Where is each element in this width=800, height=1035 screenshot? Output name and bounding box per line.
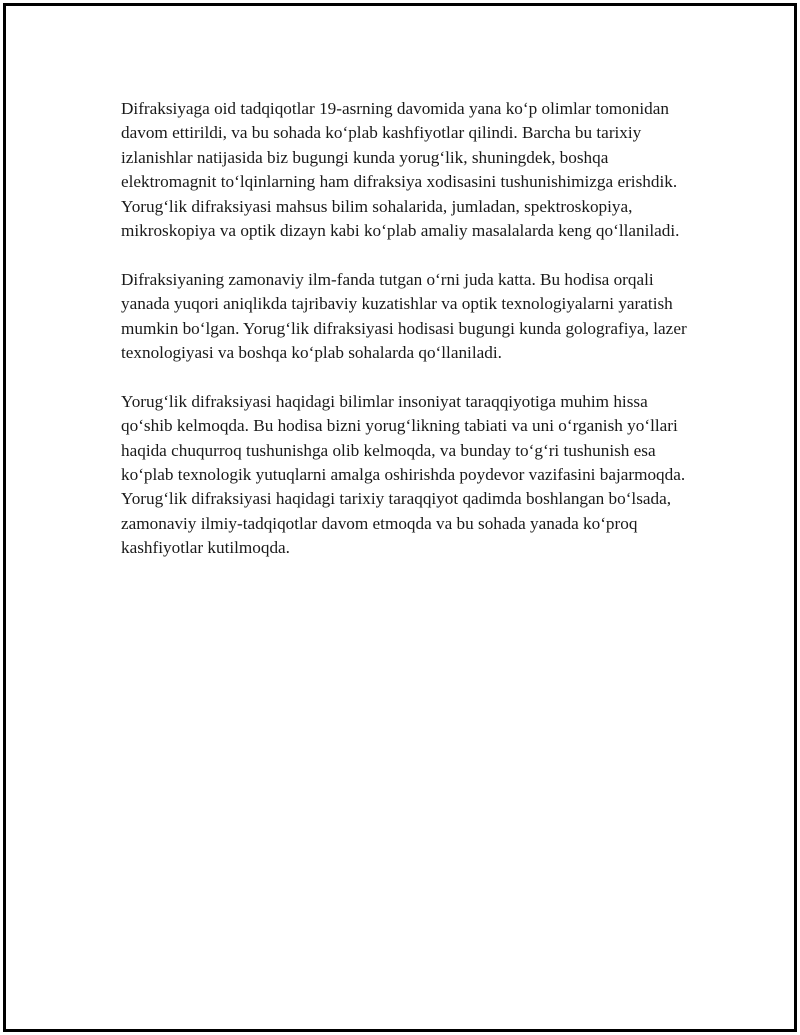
paragraph-2: Difraksiyaning zamonaviy ilm-fanda tutgan o‘rni juda katta. Bu hodisa orqali yanada yuqori aniqlikda tajribaviy kuzatishlar va optik texnologiyalarni yaratish mumkin bo‘lgan. Yorug‘lik difraksiyasi hodisasi bugungi kunda golografiya, lazer texnologiyasi va boshqa ko‘plab sohalarda qo‘llaniladi. — [121, 269, 687, 363]
paragraph-3: Yorug‘lik difraksiyasi haqidagi bilimlar insoniyat taraqqiyotiga muhim hissa qo‘shib kelmoqda. Bu hodisa bizni yorug‘likning tabiati va uni o‘rganish yo‘llari haqida chuqurroq tushunishga olib kelmoqda, va bunday to‘g‘ri tushunish esa ko‘plab texnologik yutuqlarni amalga oshirishda poydevor vazifasini bajarmoqda. Yorug‘lik difraksiyasi haqidagi tarixiy taraqqiyot qadimda boshlangan bo‘lsada, zamonaviy ilmiy-tadqiqotlar davom etmoqda va bu sohada yanada ko‘proq kashfiyotlar kutilmoqda. — [121, 391, 686, 558]
paragraph-1: Difraksiyaga oid tadqiqotlar 19-asrning davomida yana ko‘p olimlar tomonidan davom ettirildi, va bu sohada ko‘plab kashfiyotlar qilindi. Barcha bu tarixiy izlanishlar natijasida biz bugungi kunda yorug‘lik, shuningdek, boshqa elektromagnit to‘lqinlarning ham difraksiya xodisasini tushunishimizga erishdik. Yorug‘lik difraksiyasi mahsus bilim sohalarida, jumladan, spektroskopiya, mikroskopiya va optik dizayn kabi ko‘plab amaliy masalalarda keng qo‘llaniladi. — [121, 99, 680, 241]
page-frame — [3, 3, 797, 1032]
document-body — [121, 97, 696, 585]
